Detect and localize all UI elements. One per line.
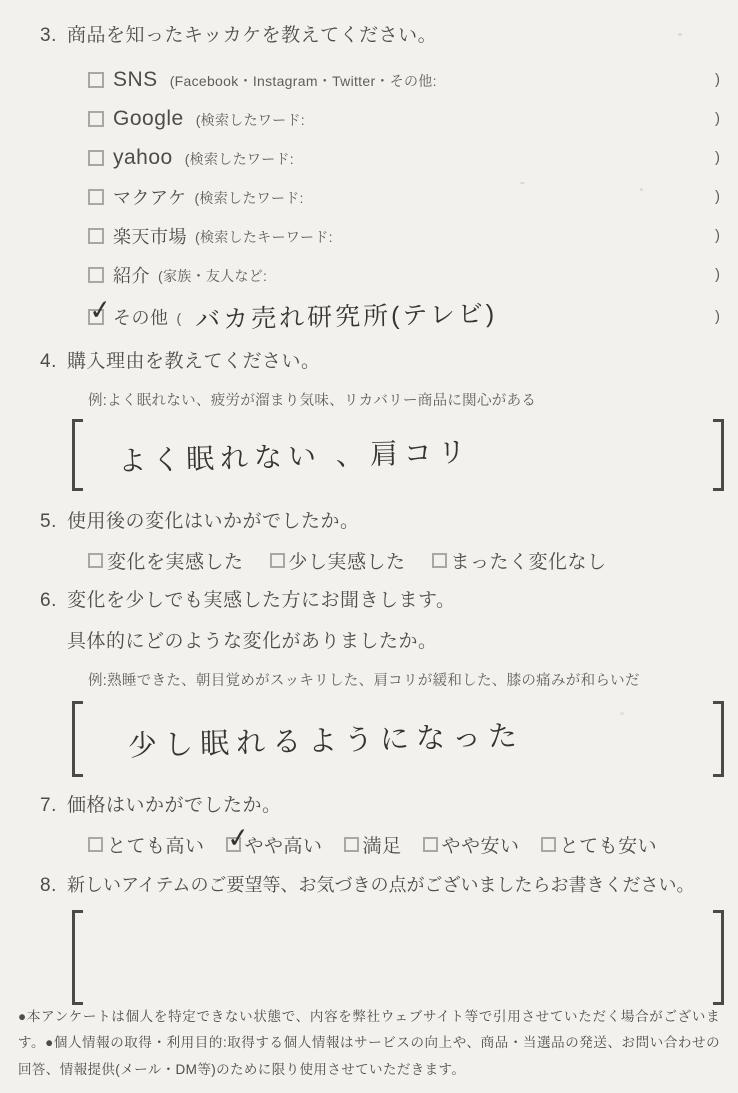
option-label: yahoo — [113, 145, 173, 169]
question-number: 4. — [40, 351, 57, 372]
question-4-heading — [40, 348, 724, 376]
option-label: とても高い — [107, 836, 205, 857]
question-7-options — [88, 821, 724, 858]
checkbox-google[interactable] — [88, 111, 104, 127]
question-title: 価格はいかがでしたか。 — [67, 795, 282, 816]
option-very-cheap — [541, 831, 658, 858]
question-3-options — [88, 60, 724, 339]
checkbox-felt-change[interactable] — [88, 553, 103, 568]
question-5-heading — [40, 508, 724, 536]
option-label: 満足 — [362, 836, 402, 857]
option-label: やや高い — [244, 836, 323, 857]
close-paren: ) — [715, 227, 720, 244]
left-bracket — [72, 419, 83, 491]
question-6-answer-area[interactable] — [72, 701, 724, 777]
question-8-heading — [40, 871, 724, 900]
option-row-referral — [88, 255, 724, 294]
question-title: 変化を少しでも実感した方にお聞きします。 — [67, 590, 456, 611]
option-label: 少し実感した — [288, 552, 406, 573]
question-8-answer-area[interactable] — [72, 910, 724, 1005]
option-note: (検索したキーワード: — [195, 228, 333, 245]
left-bracket — [72, 910, 83, 1005]
left-bracket — [72, 701, 83, 777]
question-5-options — [88, 547, 724, 574]
close-paren: ) — [715, 266, 720, 283]
option-note: (家族・友人など: — [158, 267, 268, 284]
checkbox-no-change[interactable] — [432, 553, 447, 568]
option-no-change — [432, 547, 607, 574]
question-title: 新しいアイテムのご要望等、お気づきの点がございましたらお書きください。 — [67, 875, 695, 895]
option-row-makuake — [88, 177, 724, 216]
option-label: 楽天市場 — [113, 226, 187, 247]
question-7-heading — [40, 792, 724, 820]
question-number: 7. — [40, 795, 57, 816]
right-bracket — [713, 419, 724, 491]
close-paren: ) — [715, 110, 720, 127]
option-row-rakuten — [88, 216, 724, 255]
close-paren: ) — [715, 308, 720, 325]
question-6-subtitle: 具体的にどのような変化がありましたか。 — [67, 631, 438, 652]
option-label: とても安い — [559, 836, 658, 857]
checkmark-icon: ✓ — [87, 293, 114, 326]
option-note: (検索したワード: — [184, 150, 294, 167]
checkmark-icon: ✓ — [224, 821, 252, 855]
handwritten-answer-q6: 少し眠れるようになった — [127, 720, 525, 763]
right-bracket — [713, 701, 724, 777]
handwritten-answer-q4: よく眠れない 、肩コリ — [117, 436, 473, 477]
question-4-answer-area[interactable] — [72, 419, 724, 491]
question-6-example: 例:熟睡できた、朝目覚めがスッキリした、肩コリが緩和した、膝の痛みが和らいだ — [88, 673, 640, 689]
scan-speck — [678, 33, 682, 36]
option-label: マクアケ — [113, 187, 187, 208]
question-3-heading — [40, 22, 724, 50]
checkbox-referral[interactable] — [88, 267, 104, 283]
option-felt-slight-change — [270, 547, 406, 574]
question-title: 商品を知ったキッカケを教えてください。 — [67, 25, 438, 46]
option-row-google — [88, 99, 724, 138]
question-number: 8. — [40, 875, 57, 896]
option-row-yahoo — [88, 138, 724, 177]
scan-speck — [620, 712, 624, 715]
privacy-notice: ●本アンケートは個人を特定できない状態で、内容を弊社ウェブサイト等で引用させていただく場合がございます。●個人情報の取得・利用目的:取得する個人情報はサービスの向上や、商品・当選品の発送、お問い合わせの回答、情報提供(メール・DM等)のために限り使用させていただきます。 — [18, 1009, 720, 1077]
checkbox-makuake[interactable] — [88, 189, 104, 205]
option-label: まったく変化なし — [450, 552, 607, 573]
option-satisfied — [344, 831, 402, 858]
checkbox-yahoo[interactable] — [88, 150, 104, 166]
close-paren: ) — [715, 149, 720, 166]
close-paren: ) — [715, 71, 720, 88]
option-label: 紹介 — [113, 265, 150, 286]
checkbox-somewhat-expensive[interactable] — [224, 821, 252, 855]
question-title: 購入理由を教えてください。 — [67, 351, 321, 372]
question-number: 6. — [40, 590, 57, 611]
handwritten-answer-other: バカ売れ研究所(テレビ) — [195, 299, 498, 334]
close-paren: ) — [715, 188, 720, 205]
option-label: やや安い — [441, 836, 520, 857]
option-somewhat-cheap — [423, 831, 520, 858]
checkbox-rakuten[interactable] — [88, 228, 104, 244]
option-label: Google — [113, 106, 184, 130]
question-number: 5. — [40, 511, 57, 532]
right-bracket — [713, 910, 724, 1005]
option-label: 変化を実感した — [107, 552, 244, 573]
option-label: その他 — [113, 307, 169, 328]
question-title: 使用後の変化はいかがでしたか。 — [67, 511, 360, 532]
checkbox-felt-slight-change[interactable] — [270, 553, 285, 568]
question-4-example: 例:よく眠れない、疲労が溜まり気味、リカバリー商品に関心がある — [88, 393, 537, 409]
option-note: (検索したワード: — [194, 189, 304, 206]
scan-speck — [520, 182, 525, 184]
question-number: 3. — [40, 25, 57, 46]
checkbox-other[interactable] — [87, 293, 114, 326]
option-note: (Facebook・Instagram・Twitter・その他: — [169, 72, 437, 89]
checkbox-sns[interactable] — [88, 72, 104, 88]
checkbox-satisfied[interactable] — [344, 837, 359, 852]
option-row-sns — [88, 60, 724, 99]
option-somewhat-expensive — [224, 821, 323, 858]
option-note: (検索したワード: — [195, 111, 305, 128]
checkbox-very-cheap[interactable] — [541, 837, 556, 852]
checkbox-somewhat-cheap[interactable] — [423, 837, 438, 852]
option-felt-change — [88, 547, 244, 574]
option-note: ( — [176, 309, 182, 326]
checkbox-very-expensive[interactable] — [88, 837, 103, 852]
option-row-other — [88, 294, 724, 339]
option-very-expensive — [88, 831, 205, 858]
option-label: SNS — [113, 67, 158, 91]
question-6-heading — [40, 587, 724, 615]
